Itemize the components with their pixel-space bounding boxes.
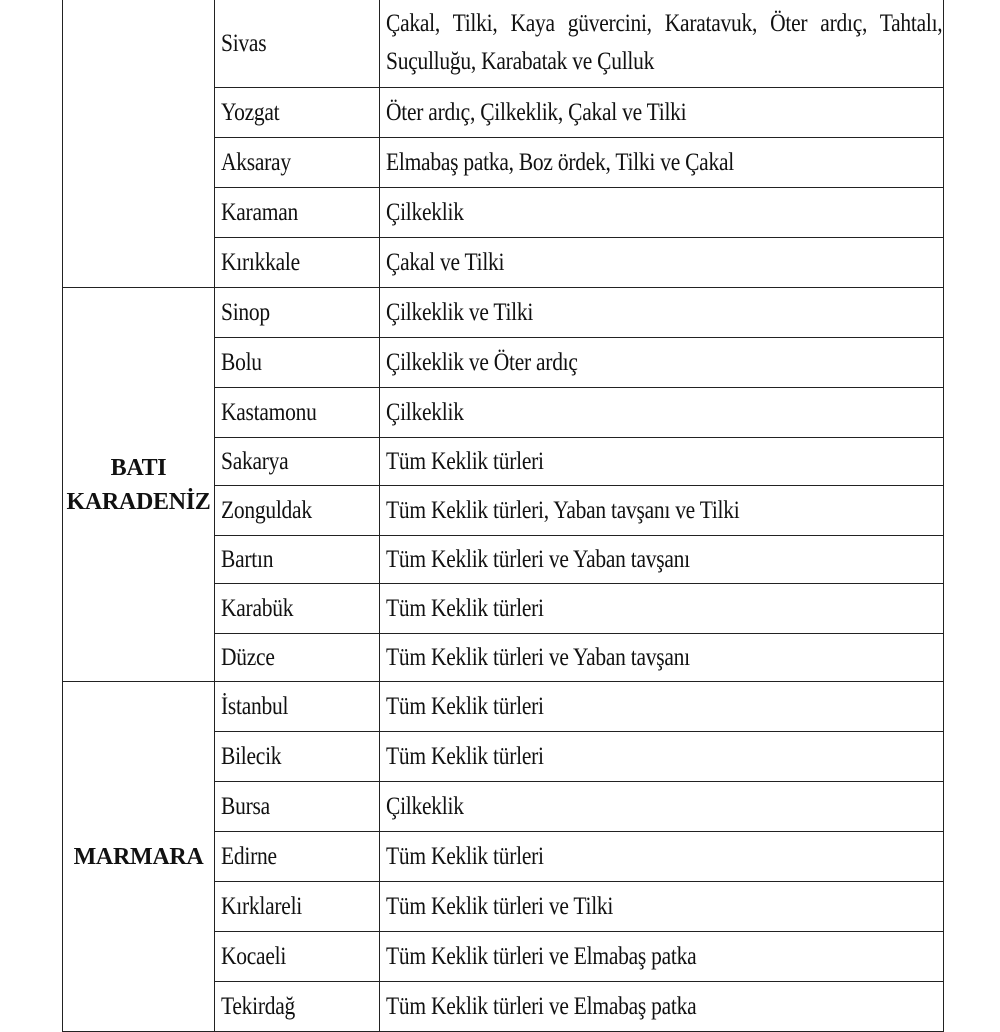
species-list: Tüm Keklik türleri ve Elmabaş patka — [386, 993, 697, 1020]
species-list: Tüm Keklik türleri ve Yaban tavşanı — [386, 546, 690, 573]
species-list: Çilkeklik — [386, 399, 464, 426]
species-cell — [380, 188, 944, 238]
city-cell — [215, 388, 380, 438]
city-name: Sivas — [221, 29, 267, 57]
city-name: Bolu — [221, 349, 262, 376]
region-name-line: BATI — [110, 454, 167, 481]
city-name: Karaman — [221, 199, 298, 226]
species-list: Tüm Keklik türleri — [386, 595, 544, 622]
city-cell — [215, 882, 380, 932]
city-name: Düzce — [221, 644, 275, 671]
city-name: Sinop — [221, 299, 270, 326]
region-name-line: MARMARA — [73, 843, 204, 870]
city-name: Bartın — [221, 546, 274, 573]
city-cell — [215, 238, 380, 288]
species-cell — [380, 88, 944, 138]
city-cell — [215, 88, 380, 138]
city-name: İstanbul — [221, 693, 289, 720]
species-list: Tüm Keklik türleri ve Elmabaş patka — [386, 943, 697, 970]
species-list: Tüm Keklik türleri, Yaban tavşanı ve Tilki — [386, 497, 740, 524]
region-cell — [63, 682, 215, 1032]
species-cell — [380, 138, 944, 188]
city-cell — [215, 338, 380, 388]
species-list: Tüm Keklik türleri — [386, 843, 544, 870]
city-name: Aksaray — [221, 149, 291, 176]
city-cell — [215, 832, 380, 882]
city-name: Zonguldak — [221, 497, 312, 524]
city-cell — [215, 932, 380, 982]
city-cell — [215, 288, 380, 338]
table-row — [63, 682, 944, 732]
species-cell — [380, 782, 944, 832]
city-name: Sakarya — [221, 448, 289, 475]
species-list: Tüm Keklik türleri — [386, 448, 544, 475]
species-cell — [380, 0, 944, 88]
species-list: Çakal ve Tilki — [386, 249, 505, 276]
species-cell — [380, 932, 944, 982]
species-cell — [380, 832, 944, 882]
species-list: Çilkeklik — [386, 199, 464, 226]
city-cell — [215, 486, 380, 536]
species-cell — [380, 438, 944, 486]
species-list: Tüm Keklik türleri — [386, 743, 544, 770]
table-row — [63, 288, 944, 338]
city-cell — [215, 138, 380, 188]
city-cell — [215, 782, 380, 832]
species-list: Çakal, Tilki, Kaya güvercini, Karatavuk, Öter ardıç, Tahtalı, Suçulluğu, Karabatak ve Çulluk — [386, 10, 943, 75]
city-name: Kocaeli — [221, 943, 287, 970]
species-list: Çilkeklik — [386, 793, 464, 820]
species-cell — [380, 288, 944, 338]
species-cell — [380, 536, 944, 584]
table-row — [63, 0, 944, 88]
table-body — [63, 0, 944, 1032]
city-name: Kırklareli — [221, 893, 303, 920]
species-list: Elmabaş patka, Boz ördek, Tilki ve Çakal — [386, 149, 734, 176]
region-cell — [63, 0, 215, 288]
species-cell — [380, 388, 944, 438]
city-name: Yozgat — [221, 99, 280, 126]
region-cell — [63, 288, 215, 682]
city-cell — [215, 584, 380, 634]
city-cell — [215, 438, 380, 486]
region-name — [74, 840, 204, 874]
city-name: Bilecik — [221, 743, 282, 770]
species-list: Öter ardıç, Çilkeklik, Çakal ve Tilki — [386, 99, 687, 126]
city-name: Edirne — [221, 843, 277, 870]
species-list: Tüm Keklik türleri ve Tilki — [386, 893, 614, 920]
species-list: Çilkeklik ve Tilki — [386, 299, 534, 326]
species-cell — [380, 486, 944, 536]
region-name — [67, 451, 211, 519]
city-cell — [215, 536, 380, 584]
species-cell — [380, 982, 944, 1032]
species-cell — [380, 584, 944, 634]
city-cell — [215, 634, 380, 682]
species-cell — [380, 338, 944, 388]
region-name-line: KARADENİZ — [66, 488, 211, 515]
city-cell — [215, 0, 380, 88]
species-cell — [380, 682, 944, 732]
city-name: Karabük — [221, 595, 294, 622]
city-cell — [215, 682, 380, 732]
species-list: Çilkeklik ve Öter ardıç — [386, 349, 578, 376]
species-cell — [380, 732, 944, 782]
city-name: Kırıkkale — [221, 249, 300, 276]
region-species-table — [62, 0, 944, 1032]
city-name: Bursa — [221, 793, 270, 820]
city-name: Tekirdağ — [221, 993, 296, 1020]
city-name: Kastamonu — [221, 399, 317, 426]
city-cell — [215, 732, 380, 782]
species-cell — [380, 238, 944, 288]
city-cell — [215, 188, 380, 238]
city-cell — [215, 982, 380, 1032]
species-cell — [380, 634, 944, 682]
species-list: Tüm Keklik türleri ve Yaban tavşanı — [386, 644, 690, 671]
species-list: Tüm Keklik türleri — [386, 693, 544, 720]
species-cell — [380, 882, 944, 932]
